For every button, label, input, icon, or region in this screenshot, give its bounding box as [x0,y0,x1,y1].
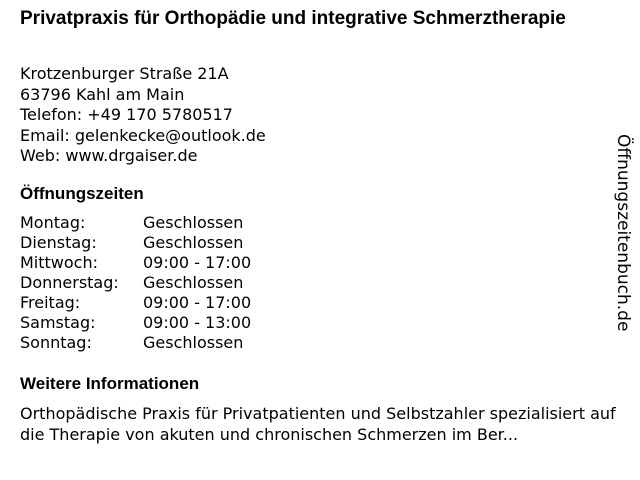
more-info-heading: Weitere Informationen [20,374,200,393]
contact-block [20,64,266,167]
phone-number: Telefon: +49 170 5780517 [20,105,233,124]
hours-time: 09:00 - 13:00 [143,313,252,332]
hours-time: 09:00 - 17:00 [143,293,252,312]
address-street: Krotzenburger Straße 21A [20,64,229,83]
hours-row-wednesday [20,253,251,273]
hours-row-sunday [20,333,251,353]
hours-row-friday [20,293,251,313]
hours-day: Donnerstag: [20,273,119,292]
opening-hours-heading: Öffnungszeiten [20,184,144,203]
hours-row-saturday [20,313,251,333]
hours-row-monday [20,213,251,233]
hours-day: Montag: [20,213,86,232]
address-city: 63796 Kahl am Main [20,84,185,104]
hours-time: Geschlossen [143,233,244,252]
hours-time: Geschlossen [143,333,244,352]
hours-day: Dienstag: [20,233,97,252]
hours-day: Freitag: [20,293,81,312]
hours-day: Mittwoch: [20,253,98,272]
hours-day: Samstag: [20,313,96,332]
website-address: Web: www.drgaiser.de [20,146,198,165]
hours-row-thursday [20,273,251,293]
hours-row-tuesday [20,233,251,253]
email-address: Email: gelenkecke@outlook.de [20,125,266,145]
practice-title: Privatpraxis für Orthopädie und integrative Schmerztherapie [20,8,566,29]
hours-time: 09:00 - 17:00 [143,253,252,272]
hours-time: Geschlossen [143,213,244,232]
more-info-text: Orthopädische Praxis für Privatpatienten und Selbstzahler spezialisiert auf die Therapie von akuten und chronischen Schmerzen im Ber... [20,404,616,444]
hours-day: Sonntag: [20,333,92,352]
site-watermark: Öffnungszeitenbuch.de [613,134,633,332]
opening-hours-table [20,213,251,353]
hours-time: Geschlossen [143,273,244,292]
